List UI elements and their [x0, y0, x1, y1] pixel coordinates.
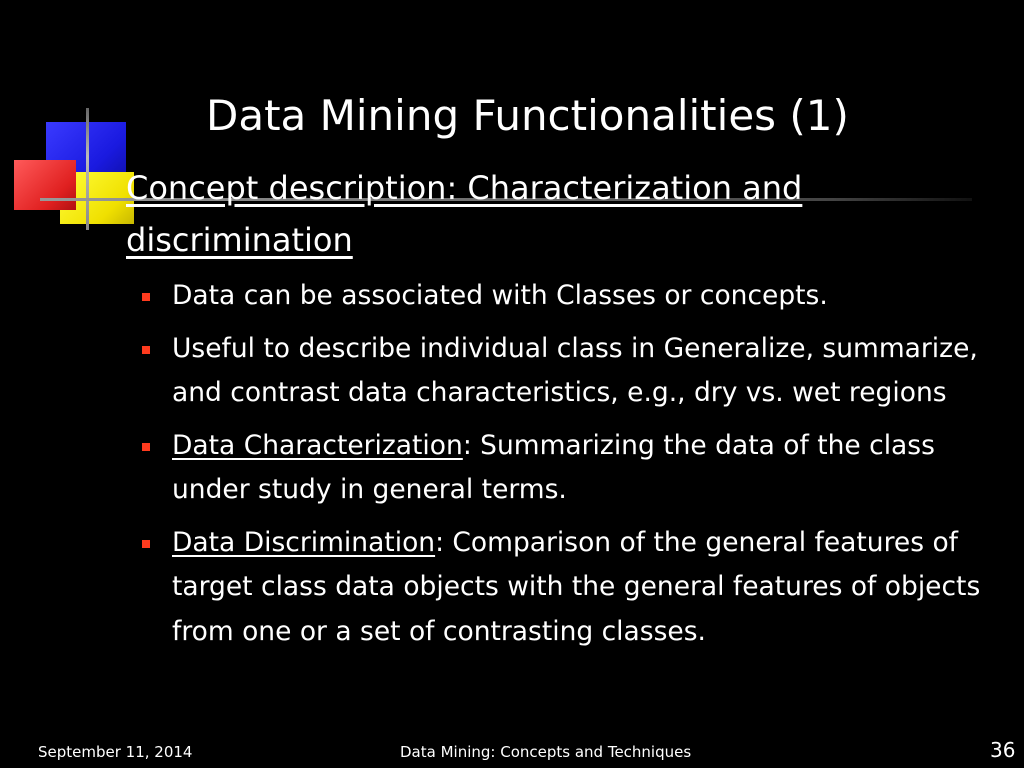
vertical-line-icon — [86, 108, 89, 230]
bullet-square-icon — [142, 443, 150, 451]
bullet-term: Data Discrimination — [172, 526, 436, 558]
bullet-text: Data can be associated with Classes or concepts. — [172, 280, 828, 311]
section-heading — [126, 162, 946, 266]
footer-date: September 11, 2014 — [38, 743, 193, 761]
bullet-text: : Summarizing the data of the class under study in general terms. — [172, 429, 935, 505]
bullet-text: : Comparison of the general features of target class data objects with the general features of objects from one or a set of contrasting classes. — [172, 526, 981, 647]
bullet-square-icon — [142, 293, 150, 301]
bullet-square-icon — [142, 346, 150, 354]
bullet-item — [140, 274, 1010, 319]
bullet-item — [140, 521, 1010, 655]
bullet-item — [140, 424, 1010, 513]
page-number: 36 — [990, 738, 1016, 762]
bullet-term: Data Characterization — [172, 429, 463, 461]
footer-title: Data Mining: Concepts and Techniques — [400, 743, 692, 761]
bullet-list — [140, 274, 1010, 662]
bullet-text: Useful to describe individual class in Generalize, summarize, and contrast data characteristics, e.g., dry vs. wet regions — [172, 332, 978, 408]
red-square-icon — [14, 160, 76, 210]
bullet-item — [140, 327, 1010, 416]
bullet-square-icon — [142, 540, 150, 548]
section-heading-text: Concept description: Characterization and discrimination — [126, 169, 803, 259]
slide-title: Data Mining Functionalities (1) — [206, 91, 849, 140]
